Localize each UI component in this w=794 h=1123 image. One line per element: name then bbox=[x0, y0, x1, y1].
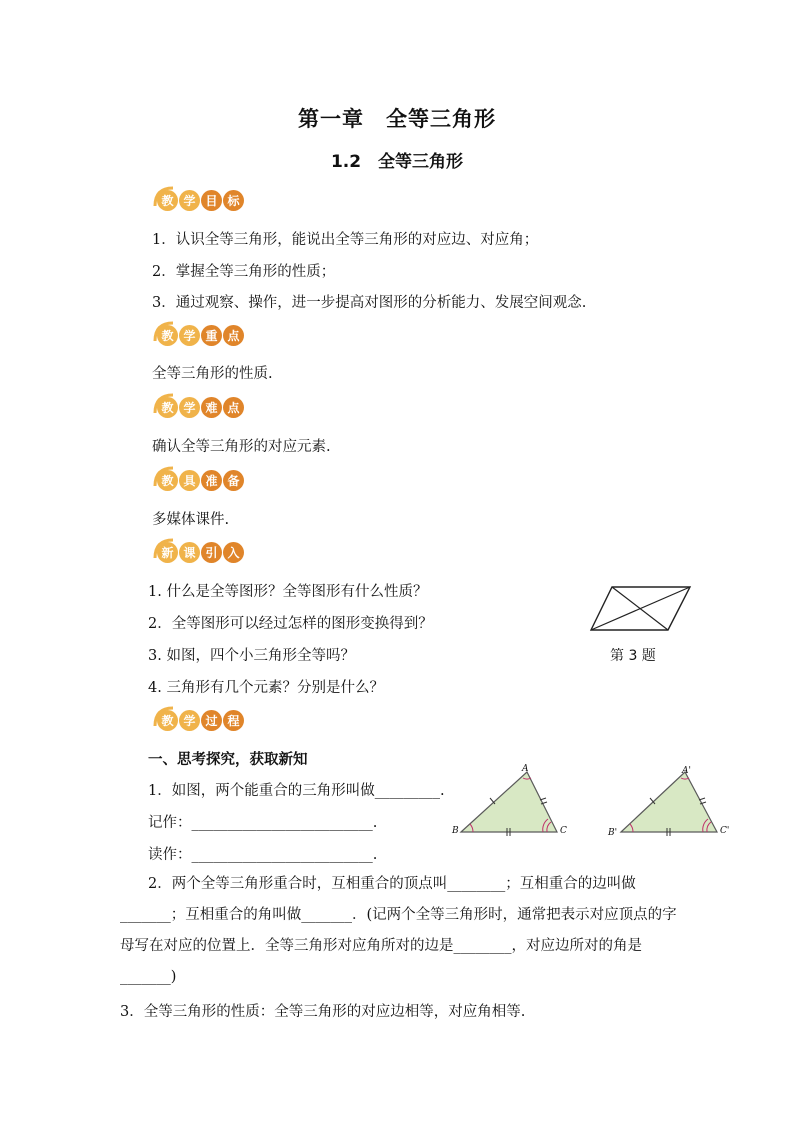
key-points-text: 全等三角形的性质. bbox=[152, 366, 273, 382]
badge-char: 标 bbox=[223, 190, 244, 211]
badge-char: 目 bbox=[201, 190, 222, 211]
question-1-notation: 记作：_________________________. bbox=[148, 815, 378, 831]
badge-introduction bbox=[157, 540, 245, 564]
badge-char: 备 bbox=[223, 470, 244, 491]
goal-item-1: 1．认识全等三角形，能说出全等三角形的对应边、对应角； bbox=[152, 232, 539, 248]
badge-char: 难 bbox=[201, 397, 222, 418]
badge-char: 教 bbox=[157, 190, 178, 211]
question-1-reading: 读作：_________________________. bbox=[148, 847, 378, 863]
vertex-label: C' bbox=[720, 826, 730, 836]
badge-char: 学 bbox=[179, 397, 200, 418]
chapter-title: 第一章 全等三角形 bbox=[298, 107, 496, 131]
question-1: 1．如图，两个能重合的三角形叫做_________. bbox=[148, 783, 445, 799]
badge-char: 教 bbox=[157, 470, 178, 491]
difficulties-text: 确认全等三角形的对应元素. bbox=[152, 439, 331, 455]
badge-char: 教 bbox=[157, 710, 178, 731]
badge-char: 点 bbox=[223, 397, 244, 418]
vertex-label: B bbox=[452, 826, 459, 836]
question-3: 3．全等三角形的性质：全等三角形的对应边相等，对应角相等. bbox=[120, 1004, 526, 1020]
process-heading: 一、思考探究，获取新知 bbox=[148, 752, 308, 768]
intro-item-2: 2．全等图形可以经过怎样的图形变换得到？ bbox=[148, 616, 433, 632]
intro-item-4: 4. 三角形有几个元素？分别是什么？ bbox=[148, 680, 384, 696]
badge-key-points bbox=[157, 323, 245, 347]
question-2: 2．两个全等三角形重合时，互相重合的顶点叫________；互相重合的边叫做_______；互相重合的角叫做_______．(记两个全等三角形时，通常把表示对应顶点的字母写在对应的位置上．全等三角形对应角所对的边是________，对应边所对的角是_______) bbox=[120, 876, 677, 985]
badge-char: 教 bbox=[157, 325, 178, 346]
preparation-text: 多媒体课件. bbox=[152, 512, 230, 528]
badge-teaching-goals bbox=[157, 188, 245, 212]
intro-item-1: 1. 什么是全等图形？全等图形有什么性质？ bbox=[148, 584, 428, 600]
badge-char: 教 bbox=[157, 397, 178, 418]
badge-char: 引 bbox=[201, 542, 222, 563]
vertex-label: B' bbox=[608, 828, 618, 838]
badge-char: 学 bbox=[179, 710, 200, 731]
badge-preparation bbox=[157, 468, 245, 492]
badge-char: 新 bbox=[157, 542, 178, 563]
vertex-label: A bbox=[522, 764, 529, 774]
badge-char: 具 bbox=[179, 470, 200, 491]
intro-item-3: 3. 如图，四个小三角形全等吗？ bbox=[148, 648, 355, 664]
badge-difficulties bbox=[157, 395, 245, 419]
badge-char: 课 bbox=[179, 542, 200, 563]
badge-char: 准 bbox=[201, 470, 222, 491]
vertex-label: C bbox=[560, 826, 567, 836]
goal-item-2: 2．掌握全等三角形的性质； bbox=[152, 264, 336, 280]
section-title: 1.2 全等三角形 bbox=[330, 152, 464, 172]
goal-item-3: 3．通过观察、操作，进一步提高对图形的分析能力、发展空间观念. bbox=[152, 295, 587, 311]
badge-char: 学 bbox=[179, 325, 200, 346]
badge-char: 学 bbox=[179, 190, 200, 211]
vertex-label: A' bbox=[682, 766, 691, 776]
figure-caption: 第 3 题 bbox=[610, 648, 656, 664]
badge-char: 点 bbox=[223, 325, 244, 346]
badge-char: 程 bbox=[223, 710, 244, 731]
badge-char: 过 bbox=[201, 710, 222, 731]
parallelogram-figure bbox=[588, 584, 694, 634]
badge-process bbox=[157, 708, 245, 732]
badge-char: 重 bbox=[201, 325, 222, 346]
badge-char: 入 bbox=[223, 542, 244, 563]
